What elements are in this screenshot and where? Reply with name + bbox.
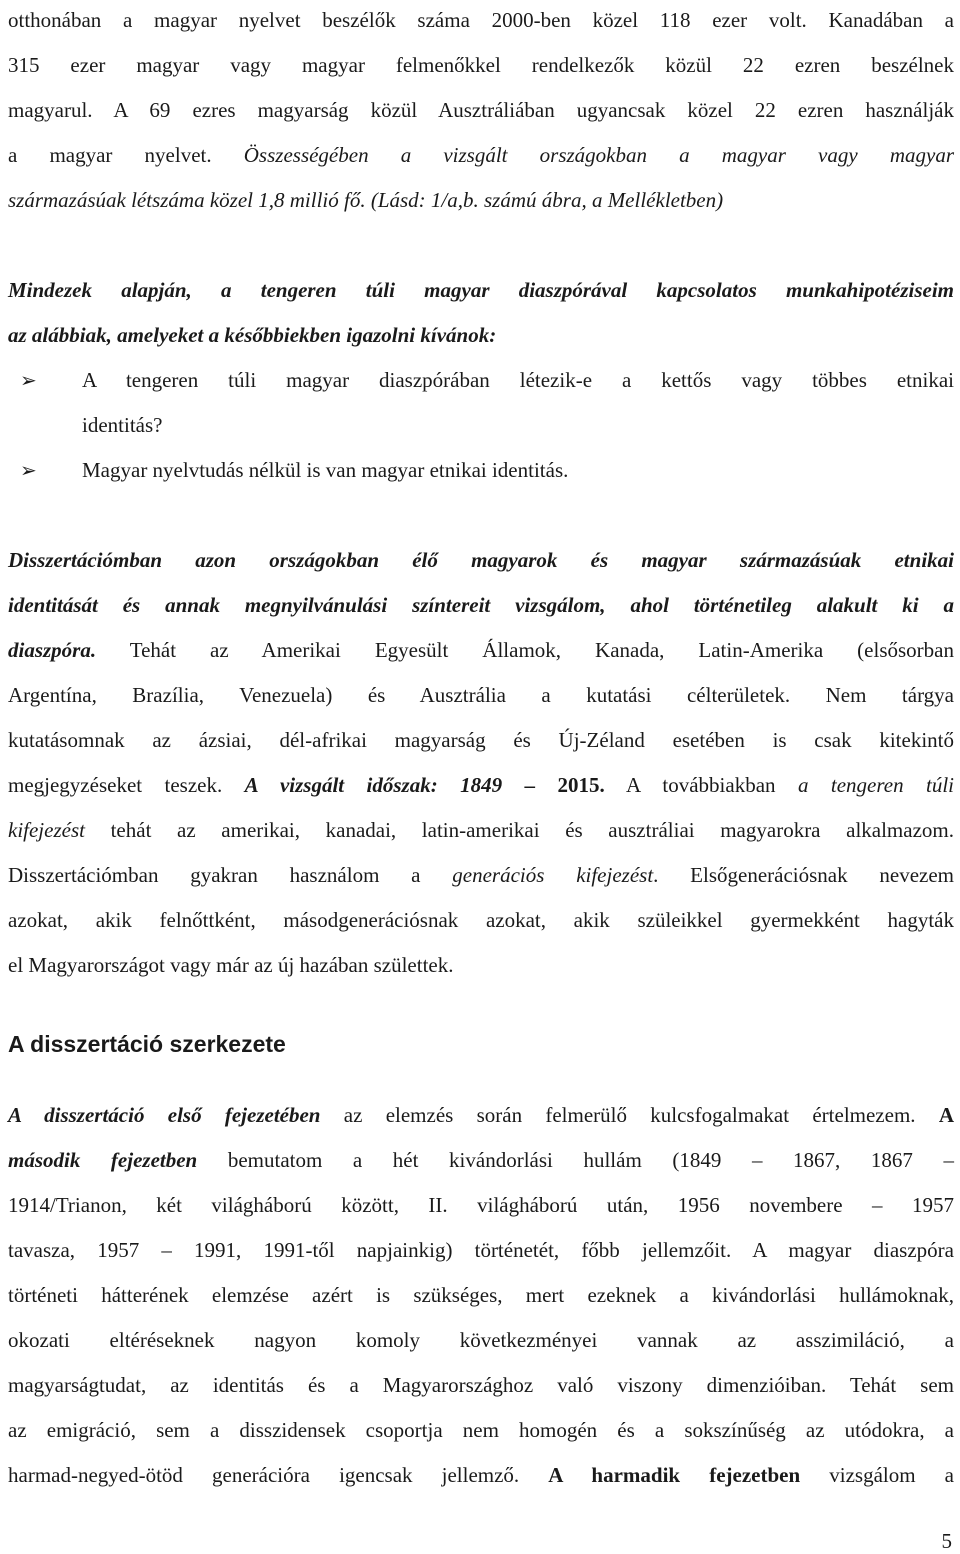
paragraph-line <box>8 816 954 844</box>
bold-italic-text: A disszertáció első fejezetében <box>8 1103 321 1127</box>
paragraph-line <box>8 1236 954 1264</box>
bold-italic-text: Disszertációmban azon országokban élő magyarok és magyar származásúak etnikai <box>8 548 954 572</box>
text-span: az elemzés során felmerülő kulcsfogalmakat értelmezem. <box>320 1103 939 1127</box>
text-span: bemutatom a hét kivándorlási hullám (1849 – 1867, 1867 – <box>197 1148 954 1172</box>
paragraph-line <box>8 861 954 889</box>
paragraph-line <box>8 6 954 34</box>
paragraph-line <box>8 1281 954 1309</box>
paragraph-line <box>8 1461 954 1489</box>
section-heading: A disszertáció szerkezete <box>8 1031 286 1057</box>
paragraph-line <box>8 321 954 349</box>
bold-text: A harmadik fejezetben <box>548 1463 801 1487</box>
italic-text: származásúak létszáma közel 1,8 millió fő. (Lásd: 1/a,b. számú ábra, a Mellékletben) <box>8 188 724 212</box>
text-span: vizsgálom a <box>800 1463 954 1487</box>
bullet-item <box>20 366 954 394</box>
paragraph-line <box>8 591 954 619</box>
bullet-text: identitás? <box>82 413 163 437</box>
text-span: kutatásomnak az ázsiai, dél-afrikai magyarság és Új-Zéland esetében is csak kitekintő <box>8 728 954 752</box>
paragraph-line <box>8 951 954 979</box>
bullet-item-continued <box>82 411 954 439</box>
bold-italic-text: Mindezek alapján, a tengeren túli magyar diaszpórával kapcsolatos munkahipotéziseim <box>8 278 954 302</box>
arrow-bullet-icon: ➢ <box>20 368 37 392</box>
text-span: A továbbiakban <box>604 773 798 797</box>
paragraph-line <box>8 51 954 79</box>
paragraph-line <box>8 681 954 709</box>
text-span: tavasza, 1957 – 1991, 1991-től napjainkig) történetét, főbb jellemzőit. A magyar diaszpóra <box>8 1238 954 1262</box>
text-span: 1914/Trianon, két világháború között, II. világháború után, 1956 novembere – 1957 <box>8 1193 954 1217</box>
paragraph-line <box>8 1191 954 1219</box>
text-span: a magyar nyelvet. <box>8 143 244 167</box>
paragraph-line <box>8 546 954 574</box>
paragraph-line <box>8 96 954 124</box>
paragraph-line <box>8 1326 954 1354</box>
text-span: otthonában a magyar nyelvet beszélők száma 2000-ben közel 118 ezer volt. Kanadában a <box>8 8 954 32</box>
text-span: harmad-negyed-ötöd generációra igencsak jellemző. <box>8 1463 549 1487</box>
paragraph-line <box>8 141 954 169</box>
bullet-text: A tengeren túli magyar diaszpórában létezik-e a kettős vagy többes etnikai <box>82 368 954 392</box>
bold-italic-text: az alábbiak, amelyeket a későbbiekben igazolni kívánok: <box>8 323 497 347</box>
text-span: megjegyzéseket teszek. <box>8 773 245 797</box>
text-span: el Magyarországot vagy már az új hazában születtek. <box>8 953 454 977</box>
italic-text: kifejezést <box>8 818 85 842</box>
paragraph-line <box>8 276 954 304</box>
text-span: okozati eltéréseknek nagyon komoly következményei vannak az asszimiláció, a <box>8 1328 954 1352</box>
arrow-bullet-icon: ➢ <box>20 458 37 482</box>
paragraph-line <box>8 636 954 664</box>
text-span: magyarul. A 69 ezres magyarság közül Ausztráliában ugyancsak közel 22 ezren használják <box>8 98 954 122</box>
paragraph-line <box>8 1146 954 1174</box>
bold-italic-text: második fejezetben <box>8 1148 198 1172</box>
bullet-item <box>20 456 954 484</box>
paragraph-line <box>8 906 954 934</box>
text-span: tehát az amerikai, kanadai, latin-amerikai és ausztráliai magyarokra alkalmazom. <box>84 818 954 842</box>
italic-text: generációs kifejezést <box>452 863 654 887</box>
italic-text: a tengeren túli <box>797 773 955 797</box>
paragraph-line <box>8 726 954 754</box>
text-span: történeti hátterének elemzése azért is szükséges, mert ezeknek a kivándorlási hullámoknak, <box>8 1283 954 1307</box>
bold-text: A <box>938 1103 954 1127</box>
page-number: 5 <box>941 1529 952 1553</box>
bold-italic-text: A vizsgált időszak: 1849 <box>244 773 503 797</box>
bold-italic-text: diaszpóra. <box>8 638 97 662</box>
bold-text: – 2015. <box>502 773 605 797</box>
text-span: Tehát az Amerikai Egyesült Államok, Kanada, Latin-Amerika (elsősorban <box>96 638 954 662</box>
text-span: 315 ezer magyar vagy magyar felmenőkkel rendelkezők közül 22 ezren beszélnek <box>8 53 954 77</box>
paragraph-line <box>8 1101 954 1129</box>
paragraph-line <box>8 1371 954 1399</box>
paragraph-line <box>8 186 954 214</box>
paragraph-line <box>8 1416 954 1444</box>
text-span: az emigráció, sem a disszidensek csoportja nem homogén és a sokszínűség az utódokra, a <box>8 1418 954 1442</box>
text-span: Argentína, Brazília, Venezuela) és Ausztrália a kutatási célterületek. Nem tárgya <box>8 683 954 707</box>
paragraph-line <box>8 771 954 799</box>
text-span: Disszertációmban gyakran használom a <box>8 863 453 887</box>
text-span: azokat, akik felnőttként, másodgenerációsnak azokat, akik szüleikkel gyermekként hagyták <box>8 908 954 932</box>
text-span: magyarságtudat, az identitás és a Magyarországhoz való viszony dimenzióiban. Tehát sem <box>8 1373 954 1397</box>
text-span: . Elsőgenerációsnak nevezem <box>653 863 954 887</box>
bold-italic-text: identitását és annak megnyilvánulási színtereit vizsgálom, ahol történetileg alakult ki a <box>8 593 954 617</box>
bullet-text: Magyar nyelvtudás nélkül is van magyar etnikai identitás. <box>82 458 569 482</box>
italic-text: Összességében a vizsgált országokban a magyar vagy magyar <box>243 143 954 167</box>
